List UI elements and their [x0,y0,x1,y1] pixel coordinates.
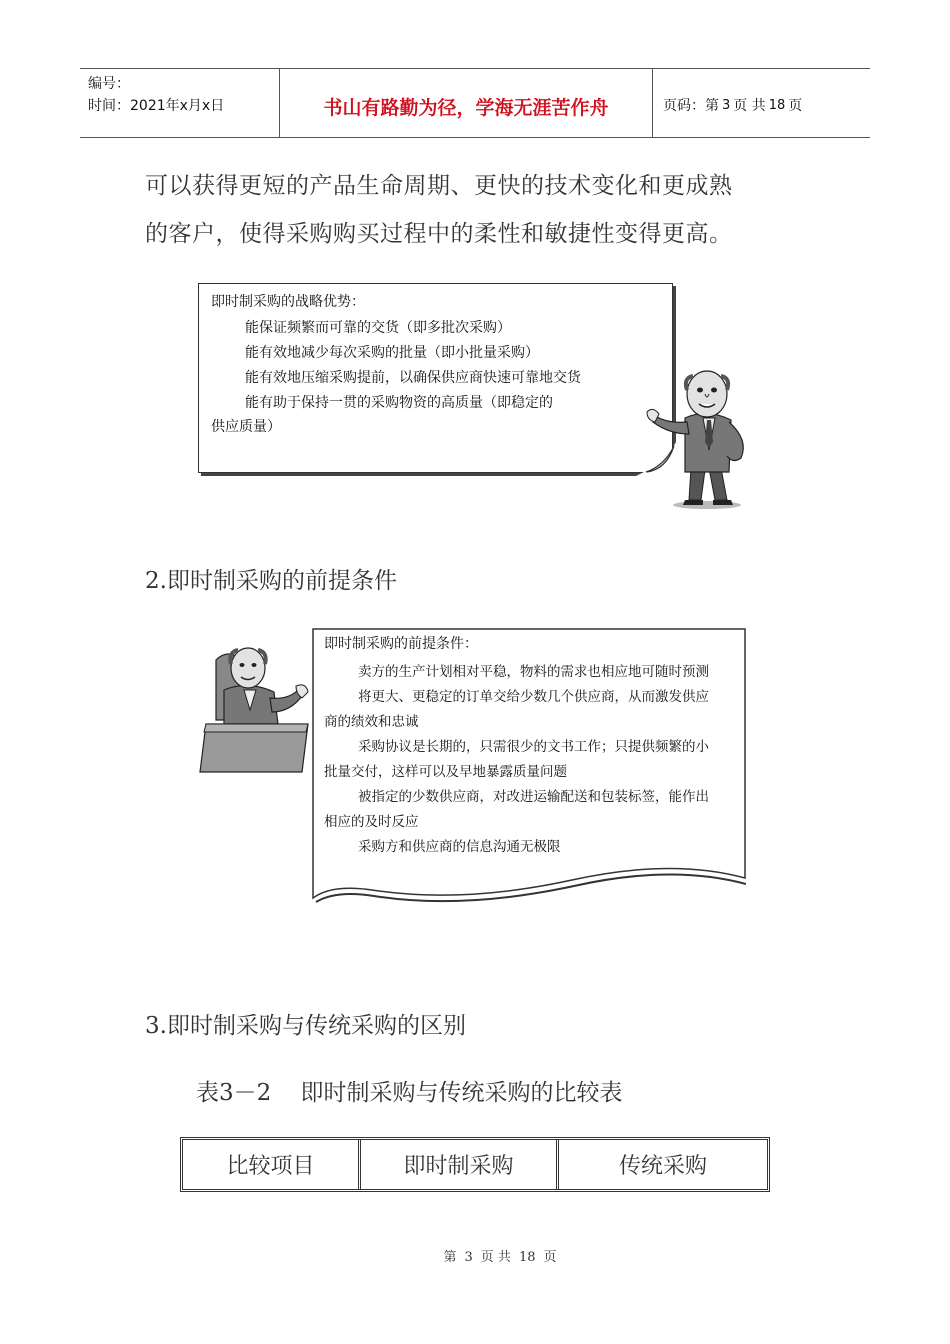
table-header-jit: 即时制采购 [358,1140,556,1189]
date-label: 时间：2021年x月x日 [88,98,225,114]
footer-total: 18 [518,1250,536,1265]
note2-item-4-cont: 相应的及时反应 [324,814,419,830]
page-number: 3 [722,97,731,113]
strategic-advantages-note [198,283,673,473]
note1-title: 即时制采购的战略优势： [211,294,365,310]
footer-suffix: 页 [543,1250,557,1265]
note2-item-4: 被指定的少数供应商，对改进运输配送和包装标签，能作出 [358,789,709,805]
header-page-info [653,69,870,137]
comparison-table [180,1137,770,1192]
presenter-man-icon [645,360,760,510]
table-caption: 表3－2 即时制采购与传统采购的比较表 [196,1080,623,1106]
note1-item-2: 能有效地减少每次采购的批量（即小批量采购） [245,345,539,361]
seated-man-desk-icon [198,640,323,780]
prerequisites-note [312,628,746,910]
header-motto: 书山有路勤为径，学海无涯苦作舟 [280,69,653,137]
table-header-item: 比较项目 [226,1154,315,1179]
note1-item-1: 能保证频繁而可靠的交货（即多批次采购） [245,320,511,336]
note2-title: 即时制采购的前提条件： [324,636,478,652]
note1-item-3: 能有效地压缩采购提前，以确保供应商快速可靠地交货 [245,370,581,386]
note1-item-4: 能有助于保持一贯的采购物资的高质量（即稳定的 [245,395,553,411]
header-meta [80,69,280,137]
note2-item-1: 卖方的生产计划相对平稳，物料的需求也相应地可随时预测 [358,664,709,680]
page-total: 18 [768,97,786,113]
note1-continuation: 供应质量） [211,419,281,435]
page-suffix: 页 [788,98,803,114]
footer-prefix: 第 [443,1250,457,1265]
section-2-heading: 2.即时制采购的前提条件 [145,568,397,594]
note2-item-2-cont: 商的绩效和忠诚 [324,714,419,730]
footer-mid: 页 共 [480,1250,511,1265]
table-header-traditional: 传统采购 [556,1140,767,1189]
footer-page: 3 [464,1250,473,1265]
page-footer [0,1246,950,1265]
intro-line-2: 的客户，使得采购购买过程中的柔性和敏捷性变得更高。 [145,221,733,247]
note2-item-5: 采购方和供应商的信息沟通无极限 [358,839,561,855]
section-3-heading: 3.即时制采购与传统采购的区别 [145,1013,466,1039]
note2-item-2: 将更大、更稳定的订单交给少数几个供应商，从而激发供应 [358,689,709,705]
intro-line-1: 可以获得更短的产品生命周期、更快的技术变化和更成熟 [145,173,733,199]
page-prefix: 页码：第 [663,98,719,114]
intro-paragraph [145,162,825,258]
note2-item-3-cont: 批量交付，这样可以及早地暴露质量问题 [324,764,567,780]
note2-item-3: 采购协议是长期的，只需很少的文书工作；只提供频繁的小 [358,739,709,755]
code-label: 编号： [88,76,130,92]
page-mid: 页 共 [733,98,766,114]
page-header [80,68,870,138]
